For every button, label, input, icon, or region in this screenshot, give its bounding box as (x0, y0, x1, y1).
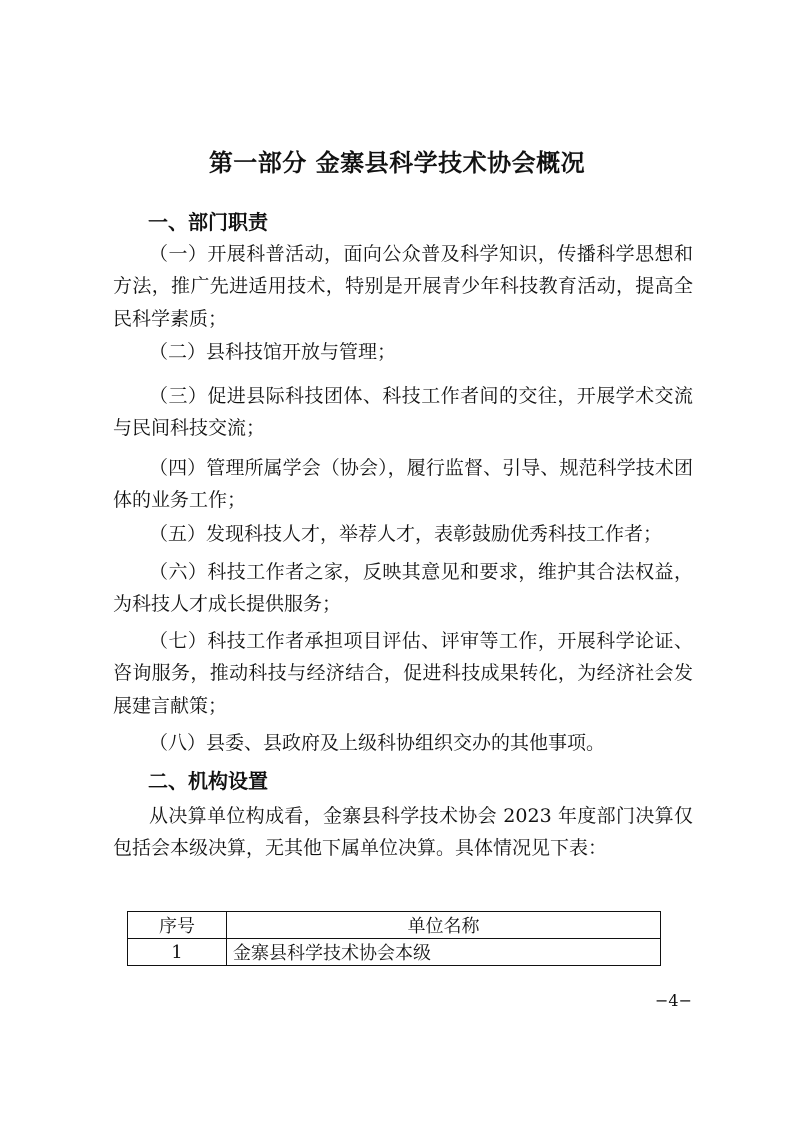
section-heading-duties: 一、部门职责 (148, 210, 268, 234)
duty-item-4: （四）管理所属学会（协会），履行监督、引导、规范科学技术团体的业务工作； (113, 457, 693, 512)
page-title: 第一部分 金寨县科学技术协会概况 (208, 149, 586, 177)
cell-unit-name: 金寨县科学技术协会本级 (227, 939, 661, 966)
duty-item-3: （三）促进县际科技团体、科技工作者间的交往，开展学术交流与民间科技交流； (113, 385, 693, 440)
duty-item-2: （二）县科技馆开放与管理； (149, 341, 397, 363)
duty-item-5: （五）发现科技人才，举荐人才，表彰鼓励优秀科技工作者； (149, 523, 663, 545)
cell-index: 1 (128, 939, 227, 966)
duty-item-6: （六）科技工作者之家，反映其意见和要求，维护其合法权益，为科技人才成长提供服务； (113, 561, 693, 616)
header-unit-name: 单位名称 (227, 912, 661, 939)
duty-item-8: （八）县委、县政府及上级科协组织交办的其他事项。 (149, 732, 606, 754)
units-table (127, 911, 661, 966)
duty-item-1: （一）开展科普活动，面向公众普及科学知识，传播科学思想和方法，推广先进适用技术，特别是开展青少年科技教育活动，提高全民科学素质； (113, 243, 693, 330)
page-number: −4− (655, 991, 692, 1010)
duty-item-7: （七）科技工作者承担项目评估、评审等工作，开展科学论证、咨询服务，推动科技与经济结合，促进科技成果转化，为经济社会发展建言献策； (113, 630, 693, 717)
table-header-row (128, 912, 661, 939)
section-heading-structure: 二、机构设置 (148, 769, 268, 793)
structure-paragraph: 从决算单位构成看，金寨县科学技术协会 2023 年度部门决算仅包括会本级决算，无其他下属单位决算。具体情况见下表： (113, 805, 693, 860)
header-index: 序号 (128, 912, 227, 939)
table-row (128, 939, 661, 966)
